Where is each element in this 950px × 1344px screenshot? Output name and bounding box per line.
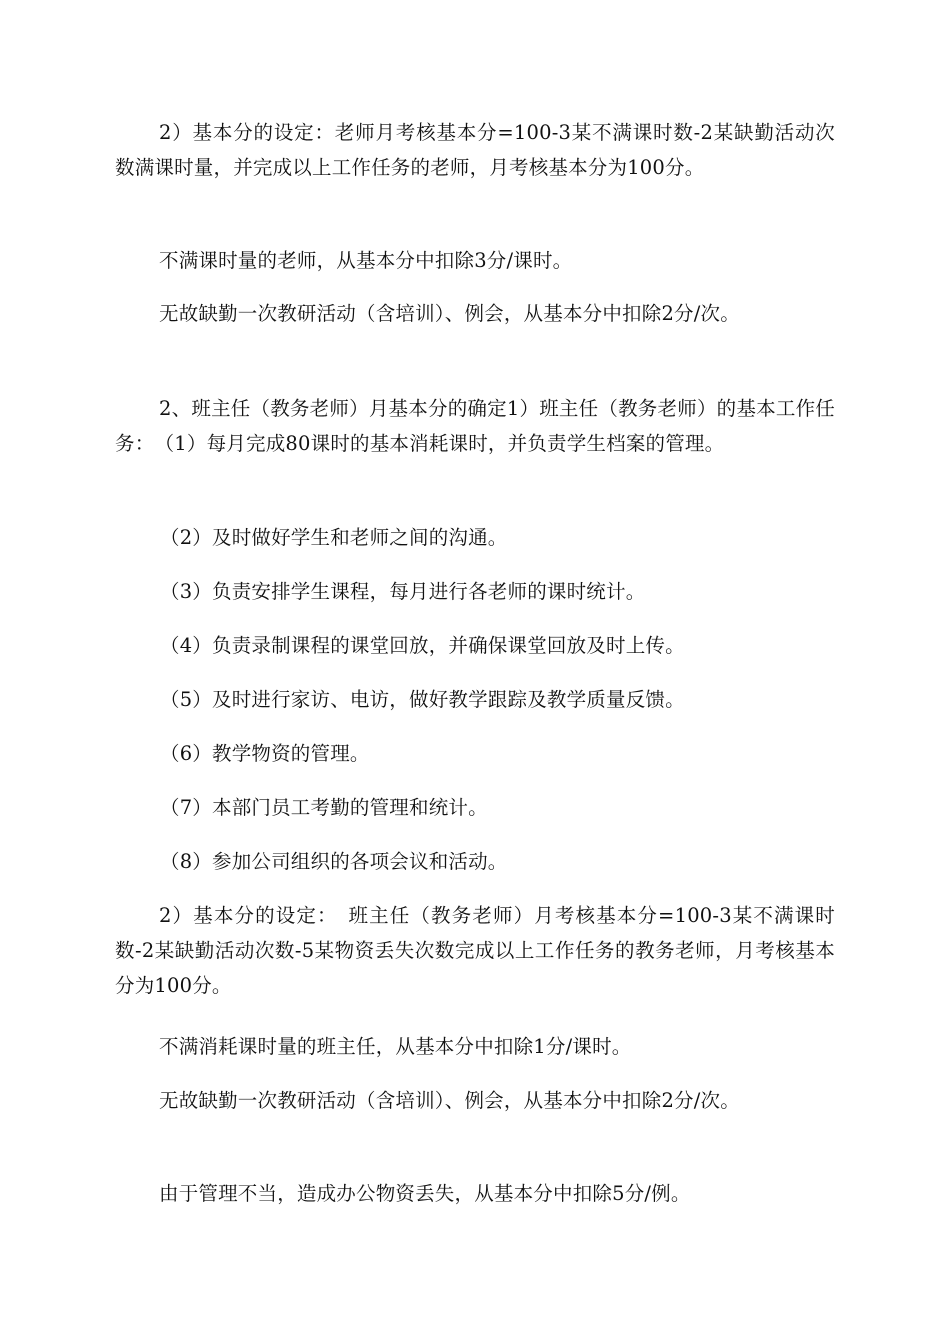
list-item-recording: （4）负责录制课程的课堂回放，并确保课堂回放及时上传。 <box>160 634 685 657</box>
list-item-meetings: （8）参加公司组织的各项会议和活动。 <box>160 850 508 873</box>
paragraph-headteacher-tasks: 2、班主任（教务老师）月基本分的确定1）班主任（教务老师）的基本工作任务： （1）每月完成80课时的基本消耗课时，并负责学生档案的管理。 <box>115 397 835 455</box>
paragraph-teacher-absence-deduction: 无故缺勤一次教研活动（含培训）、例会，从基本分中扣除2分/次。 <box>159 302 740 325</box>
list-item-scheduling: （3）负责安排学生课程，每月进行各老师的课时统计。 <box>160 580 646 603</box>
paragraph-headteacher-hours-deduction: 不满消耗课时量的班主任，从基本分中扣除1分/课时。 <box>159 1035 632 1058</box>
list-item-attendance: （7）本部门员工考勤的管理和统计。 <box>160 796 488 819</box>
list-item-materials: （6）教学物资的管理。 <box>160 742 370 765</box>
paragraph-materials-loss-deduction: 由于管理不当，造成办公物资丢失，从基本分中扣除5分/例。 <box>159 1182 691 1205</box>
paragraph-teacher-hours-deduction: 不满课时量的老师，从基本分中扣除3分/课时。 <box>159 249 573 272</box>
list-item-home-visits: （5）及时进行家访、电访，做好教学跟踪及教学质量反馈。 <box>160 688 685 711</box>
paragraph-teacher-base-score: 2）基本分的设定：老师月考核基本分=100-3某不满课时数-2某缺勤活动次数满课时量，并完成以上工作任务的老师，月考核基本分为100分。 <box>115 121 835 179</box>
list-item-communication: （2）及时做好学生和老师之间的沟通。 <box>160 526 508 549</box>
paragraph-headteacher-base-score: 2）基本分的设定： 班主任（教务老师）月考核基本分=100-3某不满课时数-2某缺勤活动次数-5某物资丢失次数完成以上工作任务的教务老师，月考核基本分为100分。 <box>115 904 835 997</box>
paragraph-headteacher-absence-deduction: 无故缺勤一次教研活动（含培训）、例会，从基本分中扣除2分/次。 <box>159 1089 740 1112</box>
